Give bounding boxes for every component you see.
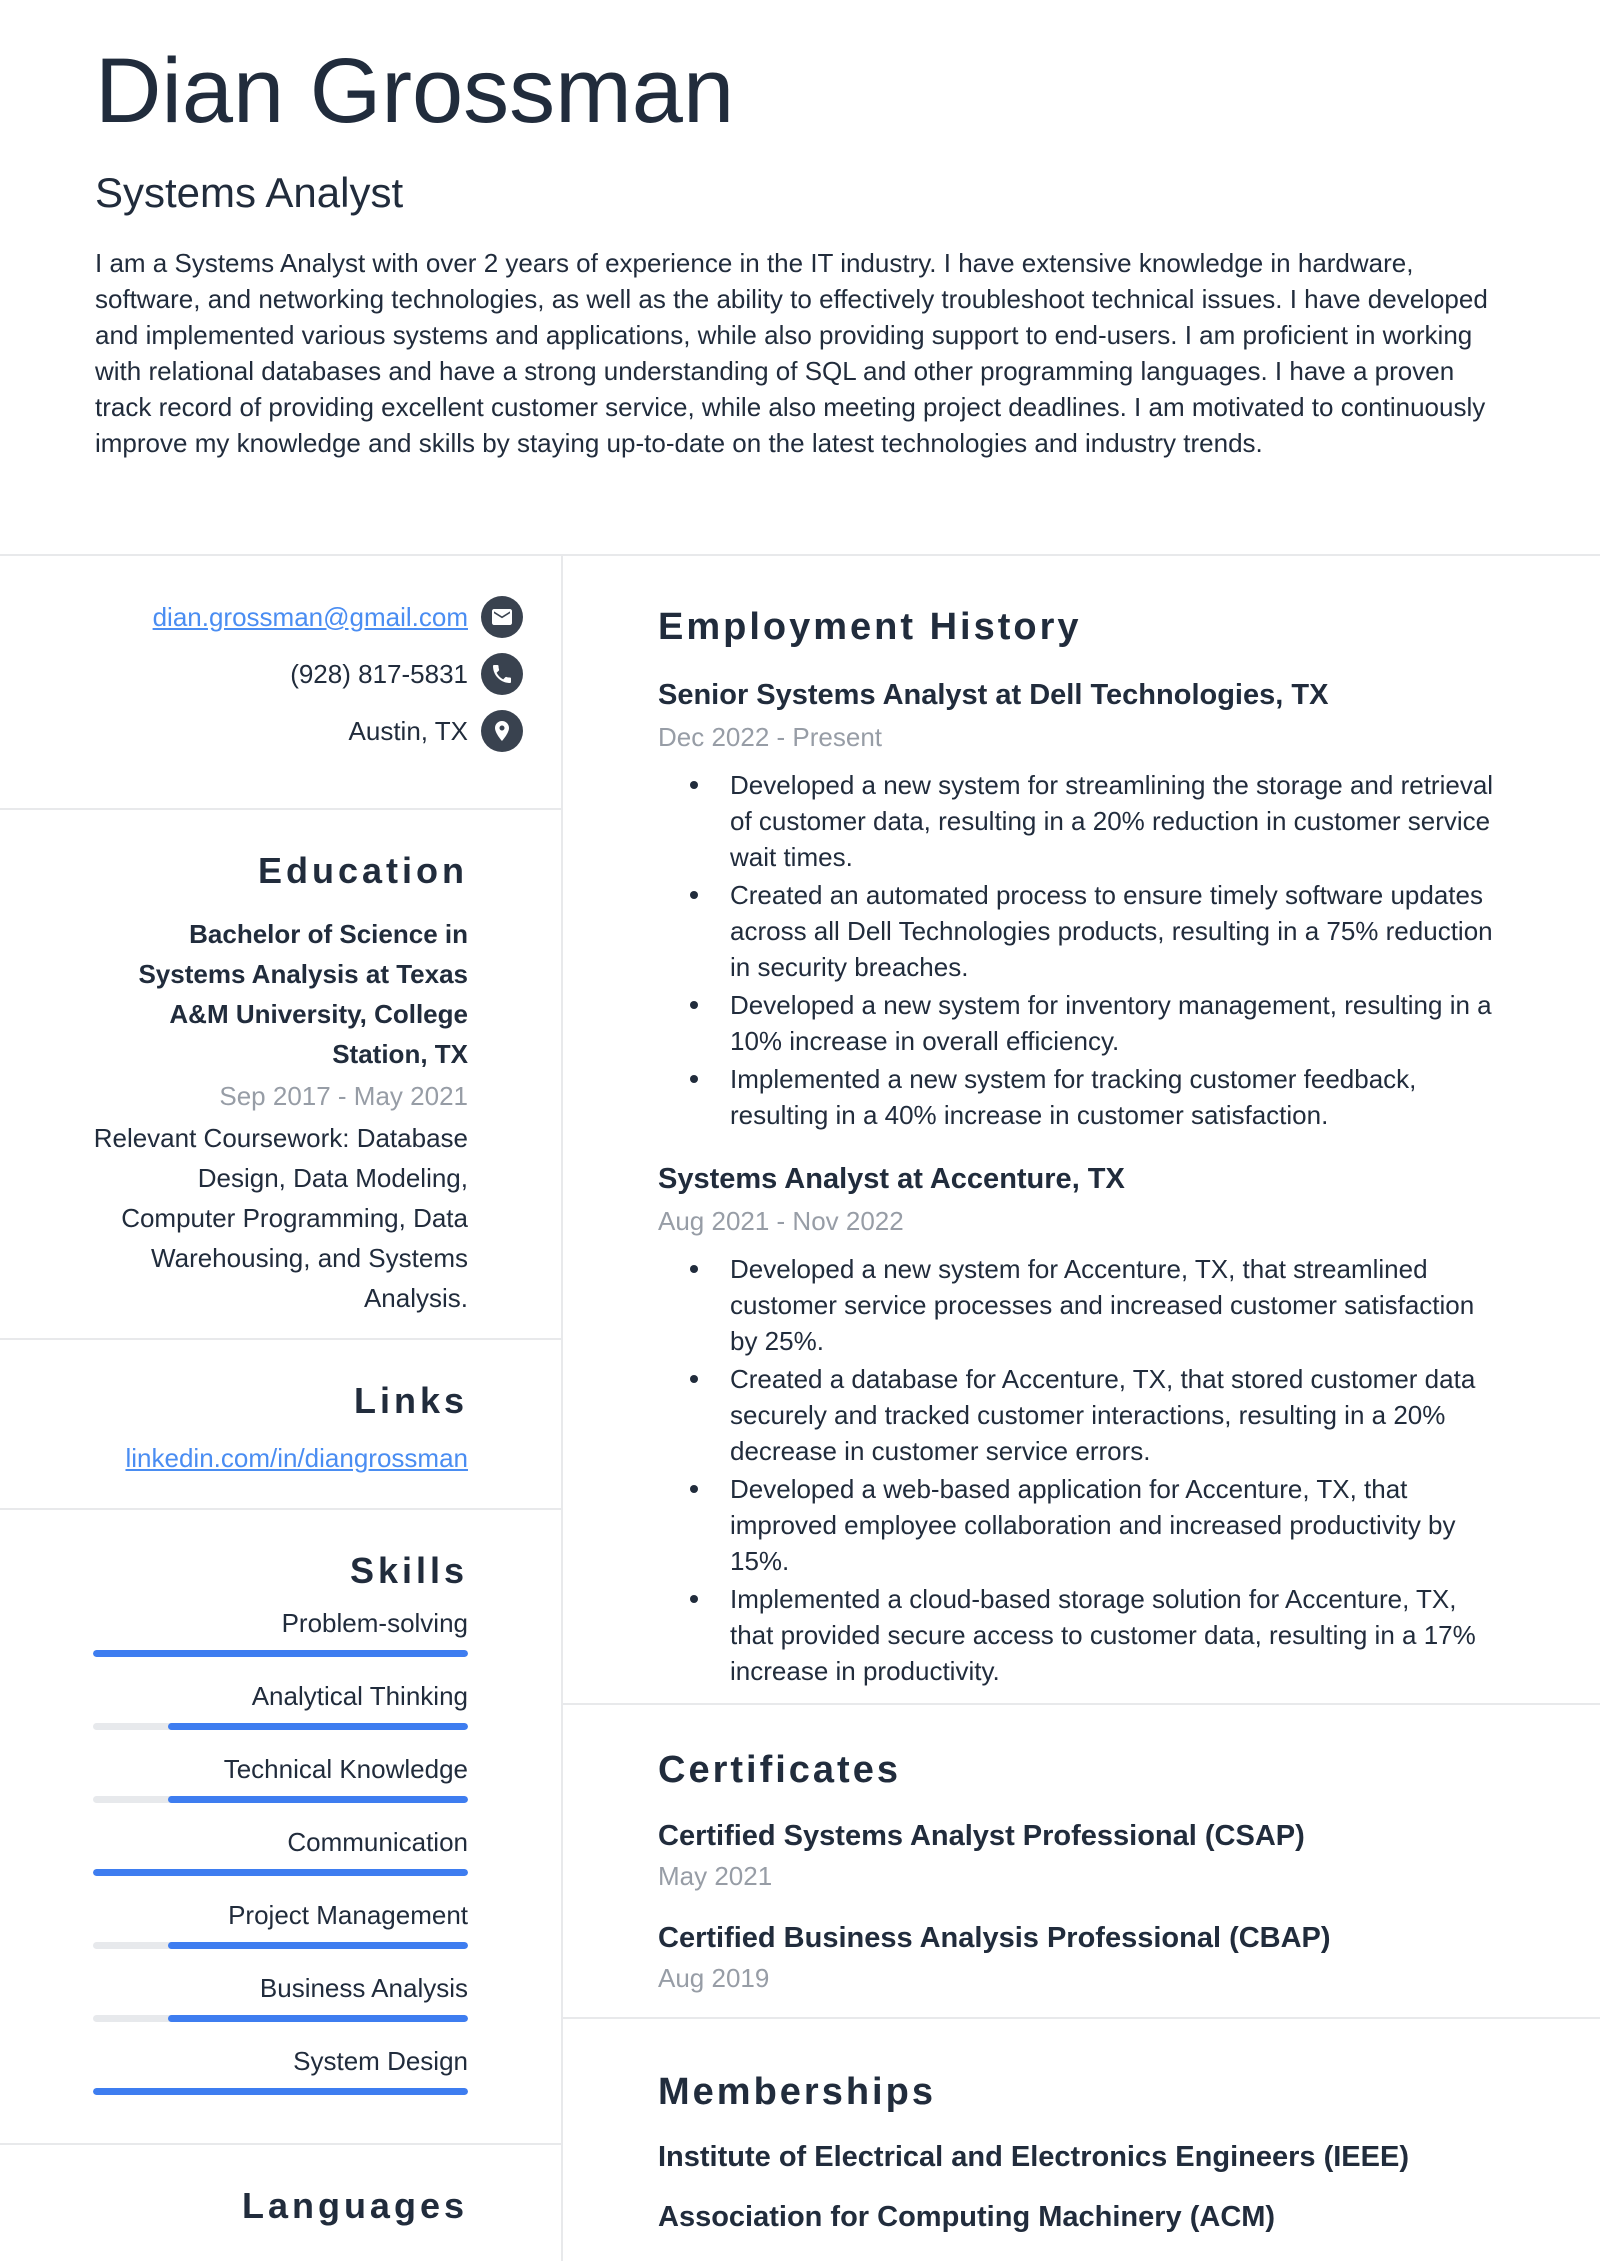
memberships-section [563, 2019, 1600, 2234]
certificate-date: May 2021 [658, 1861, 773, 1891]
skill-bar-fill [93, 1650, 468, 1657]
memberships-heading: Memberships [658, 2071, 936, 2113]
job-bullet: Developed a new system for inventory management, resulting in a 10% increase in overall efficiency. [658, 987, 1505, 1059]
job-title: Senior Systems Analyst at Dell Technologies, TX [658, 679, 1329, 711]
skill-bar-track [93, 1796, 468, 1803]
skill-bar-fill [93, 1869, 468, 1876]
education-section [0, 810, 561, 1340]
sidebar [0, 556, 563, 2261]
certificate-date: Aug 2019 [658, 1963, 770, 1993]
certificate-entry [658, 1922, 1505, 1994]
links-section [0, 1340, 561, 1510]
job-entry [658, 1163, 1505, 1689]
languages-heading: Languages [241, 2185, 468, 2226]
skill-label: Problem-solving [281, 1608, 468, 1638]
location-pin-icon [481, 710, 523, 752]
skills-heading: Skills [349, 1550, 468, 1591]
contact-row-email [93, 596, 523, 638]
membership-item: Institute of Electrical and Electronics Engineers (IEEE) [658, 2141, 1409, 2173]
skill-bar-track [93, 1723, 468, 1730]
languages-section [0, 2145, 561, 2261]
contact-row-phone [93, 653, 523, 695]
contact-row-location [93, 710, 523, 752]
job-dates: Aug 2021 - Nov 2022 [658, 1206, 904, 1236]
job-entry [658, 679, 1505, 1133]
skill-bar-track [93, 1869, 468, 1876]
skill-communication [93, 1827, 468, 1876]
job-bullet: Developed a web-based application for Accenture, TX, that improved employee collaboration and increased productivity by 15%. [658, 1471, 1505, 1579]
education-heading: Education [257, 850, 468, 891]
skill-bar-track [93, 1650, 468, 1657]
skill-label: Technical Knowledge [223, 1754, 468, 1784]
employment-history-section [563, 556, 1600, 1705]
skill-technical-knowledge [93, 1754, 468, 1803]
skill-bar-fill [168, 1723, 468, 1730]
job-bullet: Developed a new system for streamlining the storage and retrieval of customer data, resulting in a 20% reduction in customer service wait times. [658, 767, 1505, 875]
candidate-job-title: Systems Analyst [95, 169, 404, 217]
certificate-title: Certified Systems Analyst Professional (CSAP) [658, 1820, 1305, 1852]
job-bullet-list [658, 1251, 1505, 1689]
education-dates: Sep 2017 - May 2021 [219, 1081, 468, 1111]
skill-bar-track [93, 2015, 468, 2022]
job-bullet: Implemented a new system for tracking customer feedback, resulting in a 40% increase in customer satisfaction. [658, 1061, 1505, 1133]
certificate-title: Certified Business Analysis Professional (CBAP) [658, 1922, 1331, 1954]
mail-icon [481, 596, 523, 638]
job-bullet-list [658, 767, 1505, 1133]
job-bullet: Created a database for Accenture, TX, that stored customer data securely and tracked customer interactions, resulting in a 20% decrease in customer service errors. [658, 1361, 1505, 1469]
email-link[interactable]: dian.grossman@gmail.com [152, 601, 468, 632]
job-title: Systems Analyst at Accenture, TX [658, 1163, 1125, 1195]
main-column [563, 556, 1600, 2261]
skill-project-management [93, 1900, 468, 1949]
skill-label: Business Analysis [259, 1973, 468, 2003]
phone-number: (928) 817-5831 [290, 658, 468, 689]
skill-label: Communication [287, 1827, 468, 1857]
resume-header [0, 0, 1600, 556]
employment-history-heading: Employment History [658, 606, 1082, 648]
linkedin-link[interactable]: linkedin.com/in/diangrossman [125, 1443, 468, 1473]
education-degree: Bachelor of Science in Systems Analysis at Texas A&M University, College Station, TX [138, 919, 468, 1069]
certificate-entry [658, 1820, 1505, 1892]
education-coursework: Relevant Coursework: Database Design, Data Modeling, Computer Programming, Data Warehousing, and Systems Analysis. [93, 1123, 468, 1313]
certificates-section [563, 1705, 1600, 2019]
skill-problem-solving [93, 1608, 468, 1657]
skill-bar-fill [93, 2088, 468, 2095]
candidate-name: Dian Grossman [95, 40, 735, 142]
skill-bar-track [93, 1942, 468, 1949]
job-bullet: Created an automated process to ensure timely software updates across all Dell Technologies products, resulting in a 75% reduction in security breaches. [658, 877, 1505, 985]
links-heading: Links [353, 1380, 468, 1421]
skill-bar-fill [168, 2015, 468, 2022]
job-dates: Dec 2022 - Present [658, 722, 883, 752]
job-bullet: Developed a new system for Accenture, TX, that streamlined customer service processes and increased customer satisfaction by 25%. [658, 1251, 1505, 1359]
skill-bar-fill [168, 1942, 468, 1949]
membership-item: Association for Computing Machinery (ACM) [658, 2201, 1276, 2233]
skill-label: System Design [293, 2046, 468, 2076]
skill-label: Analytical Thinking [251, 1681, 468, 1711]
certificates-heading: Certificates [658, 1749, 901, 1791]
location-text: Austin, TX [348, 715, 468, 746]
skill-business-analysis [93, 1973, 468, 2022]
skill-analytical-thinking [93, 1681, 468, 1730]
skill-system-design [93, 2046, 468, 2095]
skill-bar-track [93, 2088, 468, 2095]
contact-section [0, 556, 561, 810]
phone-icon [481, 653, 523, 695]
skill-label: Project Management [228, 1900, 468, 1930]
job-bullet: Implemented a cloud-based storage solution for Accenture, TX, that provided secure access to customer data, resulting in a 17% increase in productivity. [658, 1581, 1505, 1689]
skill-bar-fill [168, 1796, 468, 1803]
skills-section [0, 1510, 561, 2145]
profile-summary: I am a Systems Analyst with over 2 years of experience in the IT industry. I have extensive knowledge in hardware, software, and networking technologies, as well as the ability to effectively troubleshoot technical issues. I have developed and implemented various systems and applications, while also providing support to end-users. I am proficient in working with relational databases and have a strong understanding of SQL and other programming languages. I have a proven track record of providing excellent customer service, while also meeting project deadlines. I am motivated to continuously improve my knowledge and skills by staying up-to-date on the latest technologies and industry trends. [95, 248, 1488, 459]
body-columns [0, 556, 1600, 2261]
